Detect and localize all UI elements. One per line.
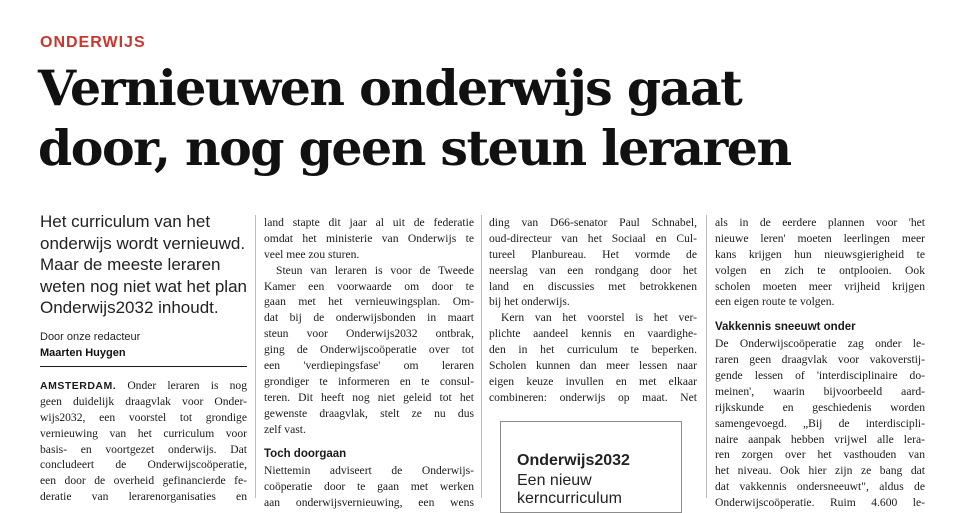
body-line: scholen moeten meer vrijheid krijgen: [715, 279, 925, 293]
body-line: aan onderwijsvernieuwing, een wens: [264, 496, 474, 510]
body-line: een 'verdiepingsfase' om leraren: [264, 359, 474, 373]
body-line: wijs2032, een voorstel tot grondige: [40, 410, 247, 424]
body-line: land stapte dit jaar al uit de federatie: [264, 216, 474, 229]
body-line: kans krijgen hun nieuwsgierigheid te: [715, 247, 925, 261]
body-line: bij het onderwijs.: [489, 295, 570, 309]
infobox: [500, 421, 682, 513]
body-line: een door de overheid gefinancierde fe-: [40, 474, 247, 488]
body-line: ren zorgen over het vasthouden van: [715, 448, 925, 462]
body-line: gaan met het vernieuwingsplan. Om-: [264, 295, 474, 309]
body-line: dat vakkennis ondersneeuwt", aldus de: [715, 480, 925, 494]
body-line: steun voor Onderwijs2032 ontbrak,: [264, 327, 474, 341]
body-line: raren geen draagvlak voor vakoverstij-: [715, 353, 925, 367]
body-column-3: [489, 215, 697, 406]
headline: [38, 58, 938, 178]
body-line: ging de Onderwijscoöperatie over tot: [264, 343, 474, 357]
headline-line: Vernieuwen onderwijs gaat: [38, 59, 742, 117]
body-line: rijkskunde en geschiedenis worden: [715, 400, 925, 414]
body-line: vernieuwing van het curriculum voor: [40, 426, 247, 440]
body-line: het niveau. Ook hier zijn ze bang dat: [715, 464, 925, 478]
body-text: Onder leraren is nog: [127, 379, 247, 392]
lead-line: Het curriculum van het: [40, 212, 211, 231]
column-divider: [481, 215, 482, 498]
dateline: AMSTERDAM.: [40, 380, 117, 392]
body-column-2: [264, 215, 474, 511]
body-line: dat bij de onderwijsbonden in maart: [264, 311, 474, 325]
byline-prefix: Door onze redacteur: [40, 331, 141, 343]
column-divider: [706, 215, 707, 498]
body-line: eigen keuze invullen en met elkaar: [489, 374, 697, 388]
body-line: De Onderwijscoöperatie zag onder le-: [715, 337, 925, 351]
body-line: als in de eerdere plannen voor 'het: [715, 216, 925, 229]
body-line: meinen', waarin bijvoorbeeld aard-: [715, 384, 925, 398]
infobox-title: Onderwijs2032: [517, 452, 630, 469]
body-line: land en discussies met betrokkenen: [489, 279, 697, 293]
subheading: Toch doorgaan: [264, 448, 347, 461]
body-line: teren. Dit heeft nog niet geleid tot het: [264, 390, 474, 404]
byline-divider: [40, 366, 247, 367]
body-line: concludeert de Onderwijscoöperatie,: [40, 458, 247, 472]
body-line: [40, 378, 247, 394]
headline-line: door, nog geen steun leraren: [38, 119, 791, 177]
lead-line: onderwijs wordt vernieuwd.: [40, 233, 246, 253]
body-line: samengevoegd. „Bij de interdiscipli-: [715, 416, 925, 430]
body-line: coöperatie door te gaan met werken: [264, 480, 474, 494]
body-line: den in het curriculum te beperken.: [489, 343, 697, 357]
body-line: gende lessen of 'interdisciplinaire do-: [715, 369, 925, 383]
body-line: tureel Planbureau. Het vormde de: [489, 247, 697, 261]
body-line: geen duidelijk draagvlak voor Onder-: [40, 394, 247, 408]
body-line: nieuwe leren' moeten leerlingen meer: [715, 231, 925, 245]
body-line: basis- en voortgezet onderwijs. Dat: [40, 442, 247, 456]
section-kicker: ONDERWIJS: [40, 34, 146, 51]
body-line: veel mee zou sturen.: [264, 247, 360, 261]
lead-line: weten nog niet wat het plan: [40, 276, 247, 296]
body-line: volgen en zich te ontplooien. Ook: [715, 263, 925, 277]
body-line: grondiger te informeren en te consul-: [264, 374, 474, 388]
body-line: gewenste draagvlak, stelt ze nu dus: [264, 406, 474, 420]
lead-paragraph: [40, 211, 245, 319]
body-line: oud-directeur van het Sociaal en Cul-: [489, 231, 697, 245]
body-line: naire aanpak hebben vrijwel alle lera-: [715, 432, 925, 446]
body-line: een eigen route te volgen.: [715, 295, 835, 309]
body-column-1: [40, 378, 247, 505]
body-line: plichte aandeel kennis en vaardighe-: [489, 327, 697, 341]
lead-line: Onderwijs2032 inhoudt.: [40, 298, 219, 317]
body-column-4: [715, 215, 925, 511]
body-line: deratie van lerarenorganisaties en: [40, 490, 247, 504]
body-line: Onderwijscoöperatie. Ruim 4.600 le-: [715, 496, 925, 510]
body-line: ding van D66-senator Paul Schnabel,: [489, 216, 697, 229]
body-line: omdat het ministerie van Onderwijs te: [264, 231, 474, 245]
body-line: Steun van leraren is voor de Tweede: [276, 263, 474, 277]
body-line: Kamer een voorwaarde om door te: [264, 279, 474, 293]
infobox-subtitle: [517, 472, 622, 508]
body-line: neerslag van een rondgang door het: [489, 263, 697, 277]
infobox-subtitle-line: Een nieuw: [517, 472, 592, 489]
body-line: Kern van het voorstel is het ver-: [501, 311, 697, 325]
body-line: zelf vast.: [264, 422, 306, 436]
body-line: Scholen kunnen dan meer lessen naar: [489, 359, 697, 373]
body-line: Niettemin adviseert de Onderwijs-: [264, 464, 474, 478]
column-divider: [255, 215, 256, 498]
byline-author: Maarten Huygen: [40, 347, 126, 359]
infobox-subtitle-line: kerncurriculum: [517, 490, 622, 507]
lead-line: Maar de meeste leraren: [40, 255, 221, 274]
body-line: combineren: onderwijs op maat. Net: [489, 390, 697, 404]
subheading: Vakkennis sneeuwt onder: [715, 321, 856, 334]
